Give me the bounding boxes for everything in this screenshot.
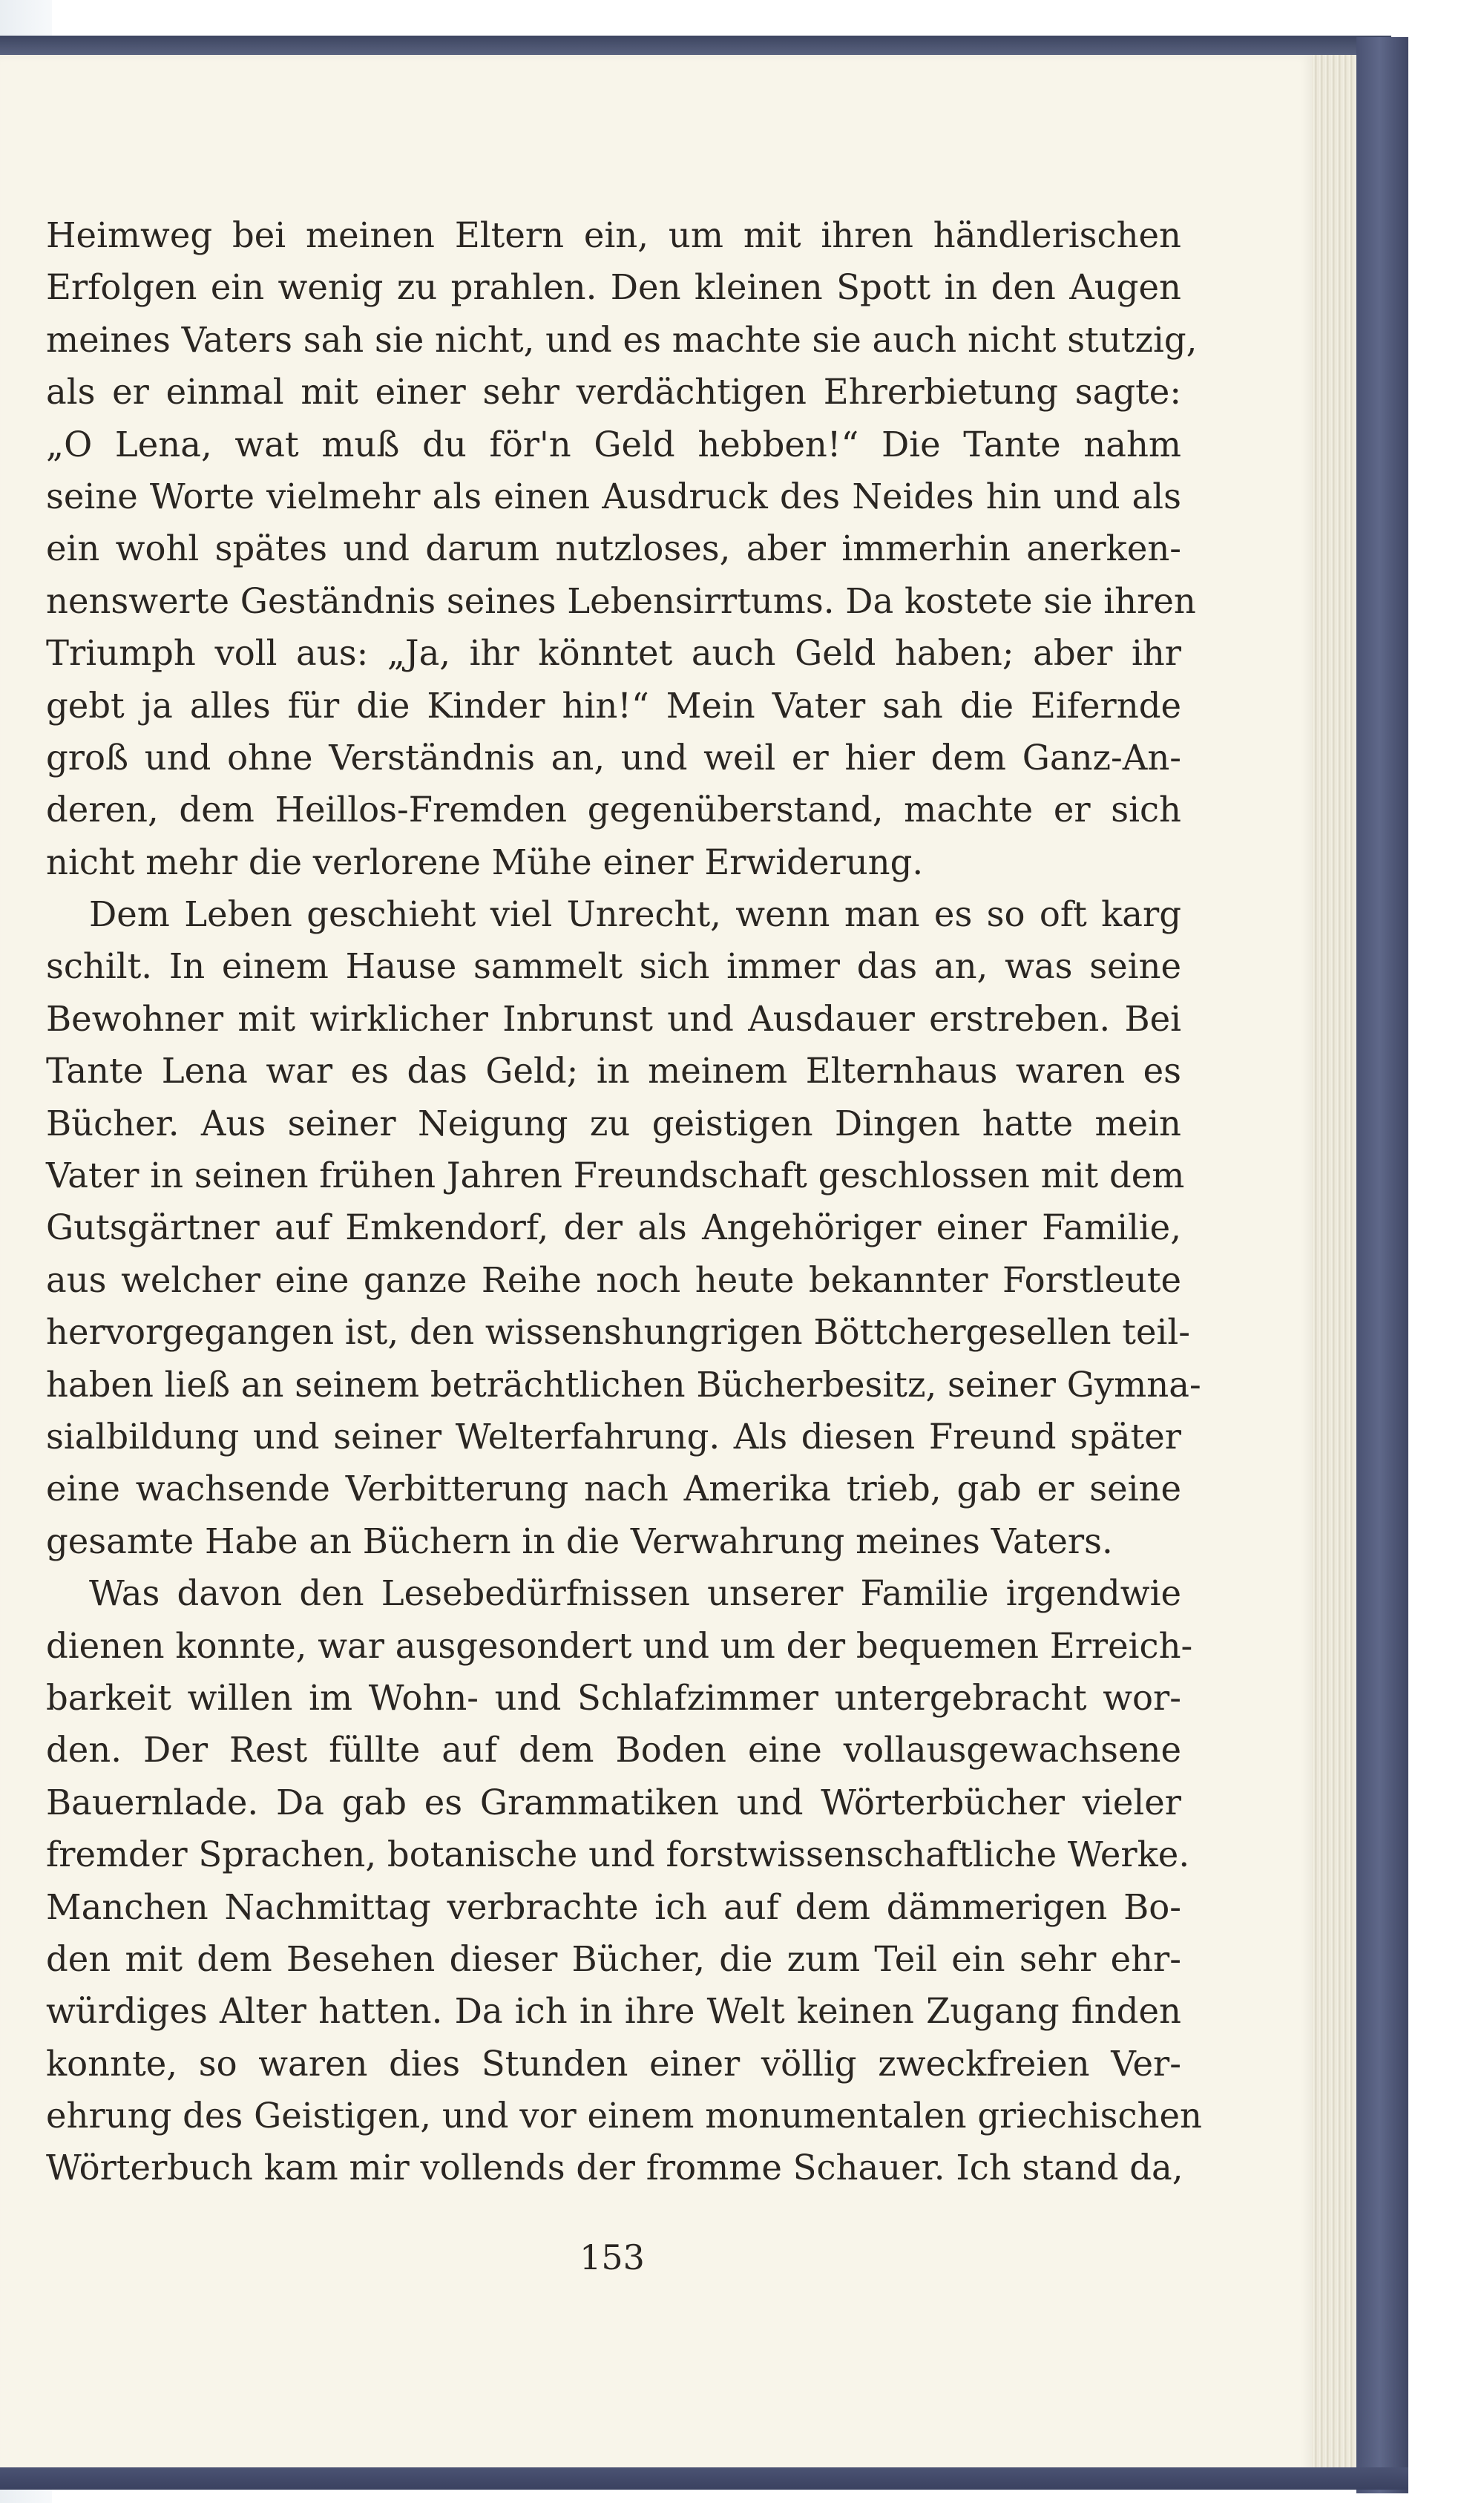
text-line: „O Lena, wat muß du för'n Geld hebben!“ Die Tante nahm <box>46 424 1181 465</box>
text-line: Gutsgärtner auf Emkendorf, der als Angehöriger einer Familie, <box>46 1207 1181 1248</box>
text-line: Triumph voll aus: „Ja, ihr könntet auch Geld haben; aber ihr <box>46 633 1181 674</box>
text-line: Dem Leben geschieht viel Unrecht, wenn man es so oft karg <box>89 894 1181 935</box>
text-line: schilt. In einem Hause sammelt sich immer das an, was seine <box>46 946 1181 987</box>
text-line: nenswerte Geständnis seines Lebensirrtums. Da kostete sie ihren <box>46 580 1196 621</box>
text-line: Wörterbuch kam mir vollends der fromme Schauer. Ich stand da, <box>46 2148 1183 2188</box>
text-line: groß und ohne Verständnis an, und weil er hier dem Ganz-An- <box>46 737 1181 778</box>
text-line: nicht mehr die verlorene Mühe einer Erwiderung. <box>46 842 924 882</box>
text-line: barkeit willen im Wohn- und Schlafzimmer untergebracht wor- <box>46 1677 1181 1718</box>
text-line: dienen konnte, war ausgesondert und um der bequemen Erreich- <box>46 1625 1193 1666</box>
text-line: aus welcher eine ganze Reihe noch heute bekannter Forstleute <box>46 1259 1181 1300</box>
text-line: als er einmal mit einer sehr verdächtigen Ehrerbietung sagte: <box>46 372 1181 413</box>
text-line: sialbildung und seiner Welterfahrung. Als diesen Freund später <box>46 1416 1181 1457</box>
text-line: Erfolgen ein wenig zu prahlen. Den kleinen Spott in den Augen <box>46 267 1181 308</box>
text-line: hervorgegangen ist, den wissenshungrigen Böttchergesellen teil- <box>46 1312 1190 1353</box>
text-line: Vater in seinen frühen Jahren Freundschaft geschlossen mit dem <box>46 1155 1185 1196</box>
text-line: haben ließ an seinem beträchtlichen Bücherbesitz, seiner Gymna- <box>46 1364 1201 1405</box>
text-line: Manchen Nachmittag verbrachte ich auf dem dämmerigen Bo- <box>46 1886 1181 1927</box>
book-cover-spine <box>1356 37 1408 2493</box>
page-stack-edge <box>1312 55 1358 2481</box>
text-line: fremder Sprachen, botanische und forstwissenschaftliche Werke. <box>46 1834 1190 1875</box>
text-line: gesamte Habe an Büchern in die Verwahrung meines Vaters. <box>46 1521 1113 1561</box>
text-line: deren, dem Heillos-Fremden gegenüberstand, machte er sich <box>46 790 1181 830</box>
text-line: den. Der Rest füllte auf dem Boden eine vollausgewachsene <box>46 1730 1181 1771</box>
text-line: konnte, so waren dies Stunden einer völlig zweckfreien Ver- <box>46 2043 1181 2084</box>
book-cover-bottom-edge <box>0 2467 1408 2490</box>
text-line: würdiges Alter hatten. Da ich in ihre Welt keinen Zugang finden <box>46 1991 1181 2032</box>
text-line: Bücher. Aus seiner Neigung zu geistigen Dingen hatte mein <box>46 1103 1181 1144</box>
text-line: Was davon den Lesebedürfnissen unserer Familie irgendwie <box>89 1573 1181 1614</box>
text-line: den mit dem Besehen dieser Bücher, die zum Teil ein sehr ehr- <box>46 1938 1181 1979</box>
page-number: 153 <box>580 2237 645 2277</box>
text-line: Bauernlade. Da gab es Grammatiken und Wörterbücher vieler <box>46 1782 1181 1823</box>
text-line: gebt ja alles für die Kinder hin!“ Mein Vater sah die Eifernde <box>46 685 1181 726</box>
text-line: ehrung des Geistigen, und vor einem monumentalen griechischen <box>46 2096 1202 2136</box>
text-line: seine Worte vielmehr als einen Ausdruck des Neides hin und als <box>46 476 1181 516</box>
text-line: Heimweg bei meinen Eltern ein, um mit ihren händlerischen <box>46 215 1181 255</box>
text-line: Bewohner mit wirklicher Inbrunst und Ausdauer erstreben. Bei <box>46 998 1181 1039</box>
text-line: eine wachsende Verbitterung nach Amerika trieb, gab er seine <box>46 1469 1181 1509</box>
text-line: ein wohl spätes und darum nutzloses, aber immerhin anerken- <box>46 528 1181 569</box>
text-line: meines Vaters sah sie nicht, und es machte sie auch nicht stutzig, <box>46 319 1198 360</box>
text-line: Tante Lena war es das Geld; in meinem Elternhaus waren es <box>46 1051 1181 1092</box>
body-text <box>46 209 1202 2194</box>
